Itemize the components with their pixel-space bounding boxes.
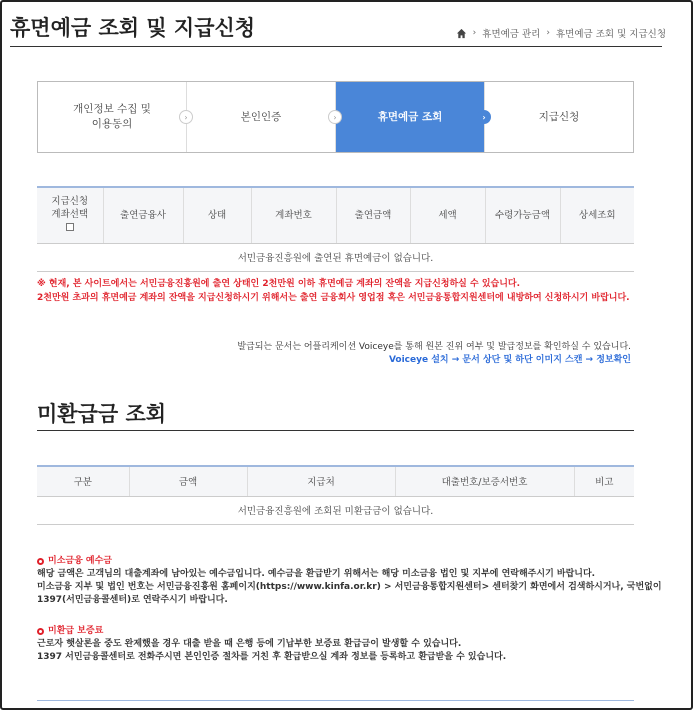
table-header-row <box>37 466 634 496</box>
column-header-tax: 세액 <box>410 187 485 243</box>
breadcrumb-separator-icon: › <box>546 28 550 38</box>
empty-message: 서민금융진흥원에 조회된 미환급금이 없습니다. <box>37 496 634 524</box>
breadcrumb <box>456 26 666 40</box>
payment-notice <box>37 277 630 305</box>
page-header <box>10 12 690 50</box>
guarantee-fee-info <box>37 625 506 664</box>
info-line: 1397 서민금융콜센터로 전화주시면 본인인증 절차를 거친 후 환급받으실 계좌 정보를 등록하고 환급받을 수 있습니다. <box>37 652 507 662</box>
table-row <box>37 243 634 271</box>
info-line: 미소금융 지부 및 법인 번호는 서민금융진흥원 홈페이지(https://www.kinfa.or.kr) > 서민금융통합지원센터> 센터찾기 화면에서 검색하시거나, 국번없이 <box>37 582 662 592</box>
unrefunded-table <box>37 465 634 525</box>
step-indicator <box>37 81 634 153</box>
bullet-circle-icon <box>37 628 44 635</box>
microfinance-deposit-info <box>37 555 662 607</box>
info-heading <box>37 625 506 638</box>
step-label: 본인인증 <box>240 110 282 123</box>
table-header-row <box>37 187 634 243</box>
chevron-right-icon: › <box>328 110 342 124</box>
info-line: 근로자 햇살론을 중도 완제했을 경우 대출 받을 때 은행 등에 기납부한 보증료 환급금이 발생할 수 있습니다. <box>37 639 462 649</box>
step-label: 개인정보 수집 및 이용동의 <box>73 103 151 130</box>
chevron-right-icon: › <box>477 110 491 124</box>
voiceye-description: 발급되는 문서는 어플리케이션 Voiceye를 통해 원본 진위 여부 및 발급정보를 확인하실 수 있습니다. <box>237 342 631 352</box>
notice-line: 2천만원 초과의 휴면예금 계좌의 잔액을 지급신청하시기 위해서는 출연 금융회사 영업점 혹은 서민금융통합지원센터에 내방하여 신청하시기 바랍니다. <box>37 293 630 303</box>
voiceye-info <box>237 341 631 367</box>
column-header-account-number: 계좌번호 <box>251 187 336 243</box>
table-row <box>37 496 634 524</box>
column-header-remarks: 비고 <box>574 466 634 496</box>
bottom-divider <box>37 700 634 701</box>
step-dormant-inquiry <box>336 82 485 152</box>
page-title: 휴면예금 조회 및 지급신청 <box>10 16 256 40</box>
breadcrumb-item-current: 휴면예금 조회 및 지급신청 <box>555 29 666 40</box>
breadcrumb-separator-icon: › <box>472 28 477 38</box>
voiceye-steps-link[interactable]: Voiceye 설치 → 문서 상단 및 하단 이미지 스캔 → 정보확인 <box>388 355 631 365</box>
unrefunded-section-title: 미환급금 조회 <box>37 402 167 426</box>
section-divider <box>37 430 634 431</box>
step-identity-verification <box>187 82 336 152</box>
column-header-institution: 출연금융사 <box>103 187 183 243</box>
breadcrumb-item-dormant-management[interactable]: 휴면예금 관리 <box>482 29 541 40</box>
info-title: 미환급 보증료 <box>48 626 104 636</box>
dormant-deposit-table <box>37 186 634 272</box>
column-header-category: 구분 <box>37 466 129 496</box>
column-header-payer: 지급처 <box>247 466 395 496</box>
notice-line: ※ 현재, 본 사이트에서는 서민금융진흥원에 출연 상태인 2천만원 이하 휴면예금 계좌의 잔액을 지급신청하실 수 있습니다. <box>37 279 521 289</box>
info-line: 1397(서민금융콜센터)로 연락주시기 바랍니다. <box>37 595 228 605</box>
column-header-label: 지급신청 계좌선택 <box>51 196 89 221</box>
column-header-select-account <box>37 187 103 243</box>
select-all-checkbox[interactable] <box>66 223 74 231</box>
column-header-receivable-amount: 수령가능금액 <box>485 187 560 243</box>
info-heading <box>37 555 662 568</box>
info-title: 미소금융 예수금 <box>48 556 112 566</box>
bullet-circle-icon <box>37 558 44 565</box>
title-divider <box>10 46 662 47</box>
column-header-amount: 금액 <box>129 466 247 496</box>
step-label: 지급신청 <box>538 110 580 123</box>
step-label: 휴면예금 조회 <box>377 110 443 123</box>
step-consent <box>38 82 187 152</box>
column-header-loan-number: 대출번호/보증서번호 <box>395 466 574 496</box>
column-header-detail: 상세조회 <box>560 187 634 243</box>
column-header-status: 상태 <box>183 187 251 243</box>
chevron-right-icon: › <box>179 110 193 124</box>
empty-message: 서민금융진흥원에 출연된 휴면예금이 없습니다. <box>37 243 634 271</box>
column-header-contribution-amount: 출연금액 <box>336 187 410 243</box>
home-icon[interactable] <box>456 28 467 39</box>
info-line: 해당 금액은 고객님의 대출계좌에 남아있는 예수금입니다. 예수금을 환급받기 위해서는 해당 미소금융 법인 및 지부에 연락해주시기 바랍니다. <box>37 569 596 579</box>
step-payment-request <box>485 82 633 152</box>
